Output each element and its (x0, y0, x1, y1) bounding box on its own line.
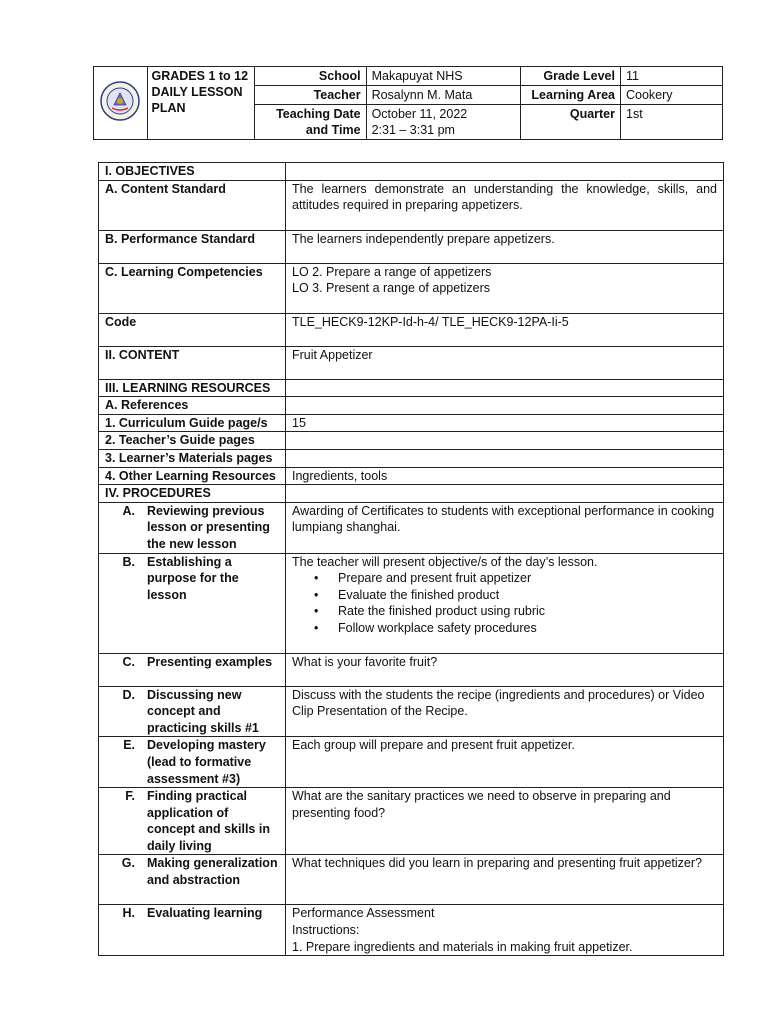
other-resources-label: 4. Other Learning Resources (99, 467, 286, 485)
table-row (99, 788, 724, 855)
other-resources-value: Ingredients, tools (286, 467, 724, 485)
quarter-value: 1st (621, 105, 723, 140)
table-row (99, 397, 724, 415)
school-label: School (254, 67, 366, 86)
resources-heading: III. LEARNING RESOURCES (99, 379, 286, 397)
procedure-f-label: Finding practical application of concept and skills in daily living (147, 789, 270, 853)
table-row (99, 263, 724, 313)
procedure-letter: E. (123, 738, 135, 753)
curriculum-guide-label: 1. Curriculum Guide page/s (99, 414, 286, 432)
table-row (99, 485, 724, 503)
procedure-a-text: Awarding of Certificates to students with exceptional performance in cooking lumpiang shanghai. (286, 502, 724, 553)
procedure-letter: G. (121, 856, 135, 871)
procedure-letter: C. (122, 654, 135, 669)
procedure-d-label: Discussing new concept and practicing skills #1 (147, 687, 259, 735)
teacher-value: Rosalynn M. Mata (366, 86, 520, 105)
empty-cell (286, 379, 724, 397)
procedure-c-text: What is your favorite fruit? (286, 653, 724, 686)
table-row (99, 686, 724, 737)
title-line-3: PLAN (151, 101, 186, 115)
table-row (99, 180, 724, 230)
bullet-item: • Prepare and present fruit appetizer (338, 570, 717, 587)
table-row (99, 346, 724, 379)
procedure-a-cell (99, 502, 286, 553)
procedure-d-cell (99, 686, 286, 737)
table-row (99, 449, 724, 467)
seal-icon (100, 81, 140, 121)
assessment-line: 1. Prepare ingredients and materials in making fruit appetizer. (292, 939, 633, 954)
teaching-time: 2:31 – 3:31 pm (371, 123, 455, 137)
objective-bullet-list (292, 570, 717, 636)
content-standard-label: A. Content Standard (99, 180, 286, 230)
procedure-e-cell (99, 737, 286, 788)
teachers-guide-label: 2. Teacher’s Guide pages (99, 432, 286, 450)
procedure-h-label: Evaluating learning (147, 906, 263, 921)
school-value: Makapuyat NHS (366, 67, 520, 86)
teaching-date-label-line-1: Teaching Date (276, 107, 361, 121)
title-line-1: GRADES 1 to 12 (151, 69, 249, 83)
teaching-date-label-line-2: and Time (305, 123, 361, 137)
procedures-heading: IV. PROCEDURES (99, 485, 286, 503)
teaching-date-value (366, 105, 520, 140)
title-line-2: DAILY LESSON (151, 85, 243, 99)
grade-level-value: 11 (621, 67, 723, 86)
procedure-letter: A. (122, 503, 135, 518)
learning-competencies-label: C. Learning Competencies (99, 263, 286, 313)
table-row (99, 653, 724, 686)
empty-cell (286, 397, 724, 415)
quarter-label: Quarter (521, 105, 621, 140)
performance-standard-value: The learners independently prepare appetizers. (286, 230, 724, 263)
empty-cell (286, 432, 724, 450)
learning-area-value: Cookery (621, 86, 723, 105)
procedure-e-text: Each group will prepare and present fruit appetizer. (286, 737, 724, 788)
lesson-table (98, 162, 724, 956)
procedure-letter: D. (122, 687, 135, 702)
procedure-f-cell (99, 788, 286, 855)
assessment-line: Instructions: (292, 923, 360, 938)
procedure-g-label: Making generalization and abstraction (147, 856, 278, 888)
teacher-label: Teacher (254, 86, 366, 105)
table-row (99, 553, 724, 653)
references-label: A. References (99, 397, 286, 415)
table-row (99, 379, 724, 397)
bullet-item: • Follow workplace safety procedures (338, 620, 717, 637)
performance-standard-label: B. Performance Standard (99, 230, 286, 263)
learners-materials-label: 3. Learner’s Materials pages (99, 449, 286, 467)
plan-title (147, 67, 254, 140)
procedure-b-intro: The teacher will present objective/s of the day’s lesson. (292, 554, 598, 569)
bullet-item: • Evaluate the finished product (338, 587, 717, 604)
empty-cell (286, 163, 724, 181)
competency-item: LO 2. Prepare a range of appetizers (292, 264, 492, 279)
procedure-g-cell (99, 855, 286, 905)
table-row (99, 737, 724, 788)
procedure-f-text: What are the sanitary practices we need to observe in preparing and presenting food? (286, 788, 724, 855)
teaching-date-label (254, 105, 366, 140)
table-row (99, 855, 724, 905)
curriculum-guide-value: 15 (286, 414, 724, 432)
procedure-b-text (286, 553, 724, 653)
objectives-heading: I. OBJECTIVES (99, 163, 286, 181)
procedure-letter: B. (122, 554, 135, 569)
procedure-letter: F. (125, 789, 135, 804)
assessment-line: Performance Assessment (292, 906, 435, 921)
learning-area-label: Learning Area (521, 86, 621, 105)
table-row (99, 432, 724, 450)
code-label: Code (99, 313, 286, 346)
content-label: II. CONTENT (99, 346, 286, 379)
procedure-b-cell (99, 553, 286, 653)
procedure-h-cell (99, 905, 286, 956)
empty-cell (286, 485, 724, 503)
table-row (99, 313, 724, 346)
content-standard-value: The learners demonstrate an understanding the knowledge, skills, and attitudes required in preparing appetizers. (286, 180, 724, 230)
competency-item: LO 3. Present a range of appetizers (292, 281, 491, 296)
procedure-a-label: Reviewing previous lesson or presenting the new lesson (147, 503, 270, 551)
procedure-e-label: Developing mastery (lead to formative assessment #3) (147, 738, 266, 786)
table-row (99, 414, 724, 432)
table-row (99, 502, 724, 553)
teaching-date: October 11, 2022 (371, 107, 468, 121)
header-table (93, 66, 723, 140)
learning-competencies-value (286, 263, 724, 313)
code-value: TLE_HECK9-12KP-Id-h-4/ TLE_HECK9-12PA-Ii-5 (286, 313, 724, 346)
procedure-letter: H. (122, 906, 135, 921)
procedure-c-label: Presenting examples (147, 654, 273, 669)
table-row (99, 467, 724, 485)
procedure-g-text: What techniques did you learn in preparing and presenting fruit appetizer? (286, 855, 724, 905)
procedure-d-text: Discuss with the students the recipe (ingredients and procedures) or Video Clip Presentation of the Recipe. (286, 686, 724, 737)
grade-level-label: Grade Level (521, 67, 621, 86)
procedure-h-text (286, 905, 724, 956)
table-row (99, 163, 724, 181)
empty-cell (286, 449, 724, 467)
procedure-b-label: Establishing a purpose for the lesson (147, 554, 239, 602)
table-row (99, 905, 724, 956)
deped-seal (94, 67, 148, 140)
content-value: Fruit Appetizer (286, 346, 724, 379)
table-row (99, 230, 724, 263)
procedure-c-cell (99, 653, 286, 686)
bullet-item: • Rate the finished product using rubric (338, 603, 717, 620)
